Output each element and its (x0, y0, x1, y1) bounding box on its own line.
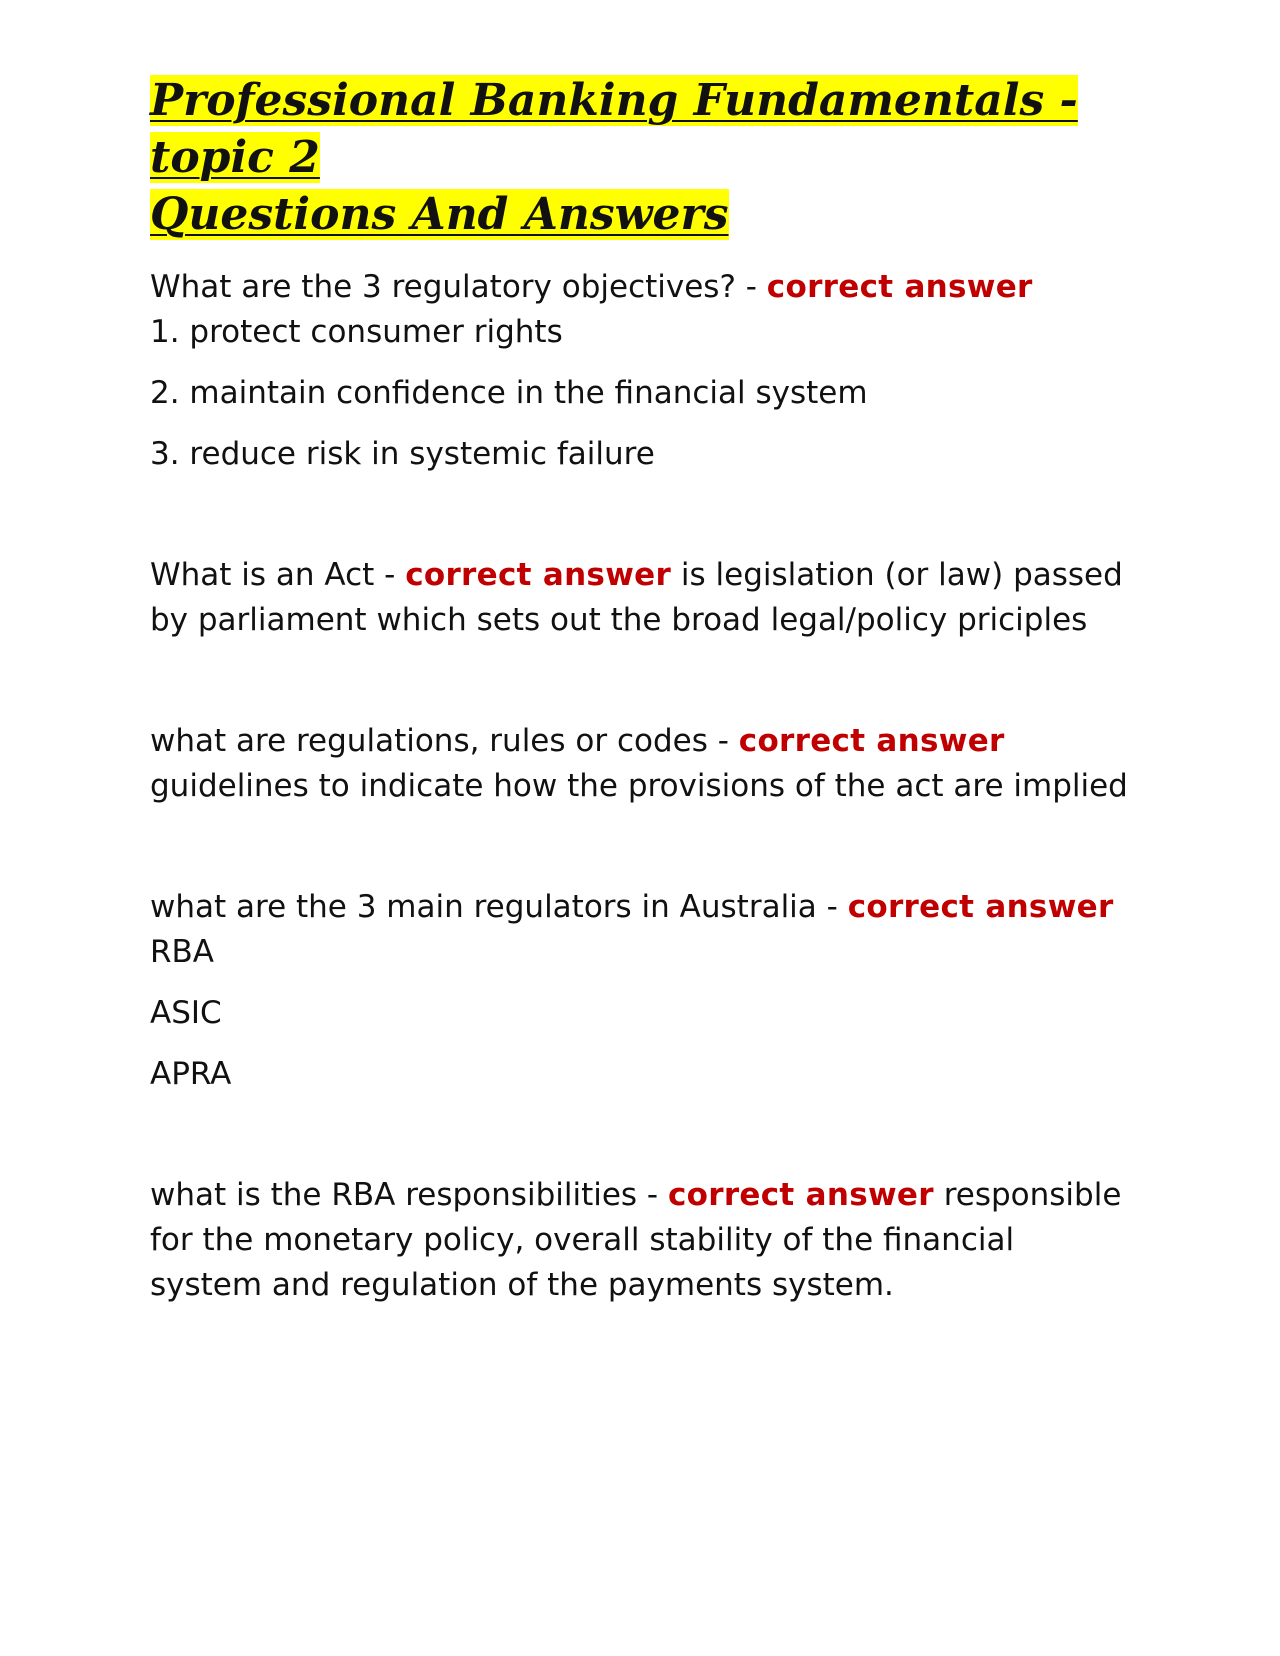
qa-main (150, 885, 1130, 975)
qa-item (150, 719, 1130, 809)
qa-main (150, 553, 1130, 643)
document-page (150, 72, 1130, 1308)
answer-text: responsible for the monetary policy, overall stability of the financial system and regulation of the payments system. (150, 1177, 1122, 1303)
title-line-1: Professional Banking Fundamentals - topic 2 (150, 75, 1078, 183)
answer-label: correct answer (405, 557, 672, 593)
answer-extra-line: 3. reduce risk in systemic failure (150, 436, 655, 472)
qa-item (150, 885, 1130, 1097)
title-line-2: Questions And Answers (150, 189, 729, 240)
answer-extra-line: ASIC (150, 995, 222, 1031)
qa-main (150, 265, 1130, 355)
answer-extra-line: 2. maintain confidence in the financial system (150, 375, 868, 411)
answer-extra-line: APRA (150, 1056, 232, 1092)
qa-main (150, 719, 1130, 809)
answer-label: correct answer (667, 1177, 934, 1213)
answer-label: correct answer (738, 723, 1005, 759)
qa-item (150, 265, 1130, 477)
answer-label: correct answer (766, 269, 1033, 305)
qa-item (150, 553, 1130, 643)
answer-text: RBA (150, 934, 215, 970)
question-text: what is the RBA responsibilities - (150, 1177, 668, 1213)
question-text: What are the 3 regulatory objectives? - (150, 269, 767, 305)
answer-text: 1. protect consumer rights (150, 314, 563, 350)
document-title (150, 72, 1130, 243)
answer-text: is legislation (or law) passed by parliament which sets out the broad legal/policy priciples (150, 557, 1123, 638)
answer-label: correct answer (847, 889, 1114, 925)
answer-text: guidelines to indicate how the provisions of the act are implied (150, 768, 1128, 804)
qa-main (150, 1173, 1130, 1308)
question-text: What is an Act - (150, 557, 406, 593)
qa-item (150, 1173, 1130, 1308)
question-text: what are regulations, rules or codes - (150, 723, 739, 759)
question-text: what are the 3 main regulators in Australia - (150, 889, 848, 925)
